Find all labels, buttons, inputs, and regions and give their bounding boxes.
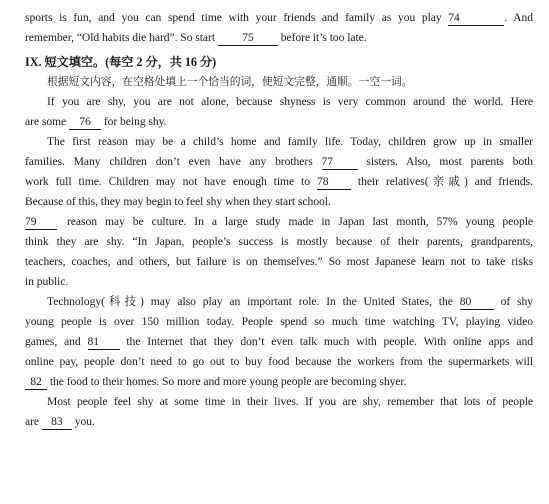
instruction-line	[25, 72, 533, 92]
text: online pay, people don’t need to go out to buy food because the workers from the supermarkets will	[25, 355, 533, 368]
text-line	[25, 332, 533, 352]
text-line	[25, 132, 533, 152]
text-line	[25, 372, 533, 392]
text: their relatives(亲戚) and friends.	[357, 175, 533, 188]
text-line	[25, 232, 533, 252]
text-line	[25, 352, 533, 372]
blank-82[interactable]: 82	[25, 375, 47, 390]
text: remember, “Old habits die hard”. So start	[25, 31, 216, 44]
text-line	[25, 292, 533, 312]
text: Because of this, they may begin to feel shy when they start school.	[25, 195, 331, 208]
section-heading	[25, 52, 533, 72]
blank-83[interactable]: 83	[42, 415, 72, 430]
worksheet-page	[25, 8, 533, 432]
text: you.	[74, 415, 95, 428]
text-line	[25, 92, 533, 112]
text: reason may be culture. In a large study made in Japan last month, 57% young people	[67, 215, 533, 228]
instruction-text: 根据短文内容，在空格处填上一个恰当的词，使短文完整，通顺。一空一词。	[47, 75, 413, 88]
text: for being shy.	[103, 115, 167, 128]
text: in public.	[25, 275, 69, 288]
text-line	[25, 172, 533, 192]
text-line	[25, 312, 533, 332]
text: are some	[25, 115, 67, 128]
blank-74[interactable]: 74	[448, 11, 504, 26]
text: the Internet that they don’t even talk much with people. With online apps and	[126, 335, 534, 348]
blank-76[interactable]: 76	[69, 115, 101, 130]
text-line	[25, 152, 533, 172]
text: The first reason may be a child’s home and family life. Today, children grow up in smaller	[47, 135, 533, 148]
text: the food to their homes. So more and more young people are becoming shyer.	[49, 375, 407, 388]
text: games, and	[25, 335, 81, 348]
text-line	[25, 392, 533, 412]
text: young people is over 150 million today. People spend so much time watching TV, playing video	[25, 315, 533, 328]
text: are	[25, 415, 40, 428]
text-line	[25, 252, 533, 272]
heading-text: IX. 短文填空。(每空 2 分，共 16 分)	[25, 55, 217, 69]
text: sports is fun, and you can spend time with your friends and family as you play	[25, 11, 442, 24]
text-line	[25, 192, 533, 212]
text: think they are shy. “In Japan, people’s success is mostly because of their parents, grandparents,	[25, 235, 533, 248]
blank-79[interactable]: 79	[25, 215, 57, 230]
text: sisters. Also, most parents both	[366, 155, 533, 168]
text-line	[25, 8, 533, 28]
text: families. Many children don’t even have any brothers	[25, 155, 313, 168]
text: of shy	[500, 295, 533, 308]
blank-77[interactable]: 77	[322, 155, 358, 170]
text-line	[25, 212, 533, 232]
text: teachers, coaches, and others, but failure is on themselves.” So most Japanese learn not to take risks	[25, 255, 533, 268]
text: before it’s too late.	[280, 31, 367, 44]
text: Technology(科技) may also play an important role. In the United States, the	[47, 295, 453, 308]
text-line	[25, 272, 533, 292]
text: work full time. Children may not have enough time to	[25, 175, 310, 188]
blank-78[interactable]: 78	[317, 175, 351, 190]
text-line	[25, 112, 533, 132]
text-line	[25, 28, 533, 48]
blank-80[interactable]: 80	[460, 295, 494, 310]
blank-81[interactable]: 81	[88, 335, 120, 350]
blank-75[interactable]: 75	[218, 31, 278, 46]
text: If you are shy, you are not alone, because shyness is very common around the world. Here	[47, 95, 533, 108]
text: . And	[504, 11, 533, 24]
text-line	[25, 412, 533, 432]
text: Most people feel shy at some time in their lives. If you are shy, remember that lots of people	[47, 395, 533, 408]
